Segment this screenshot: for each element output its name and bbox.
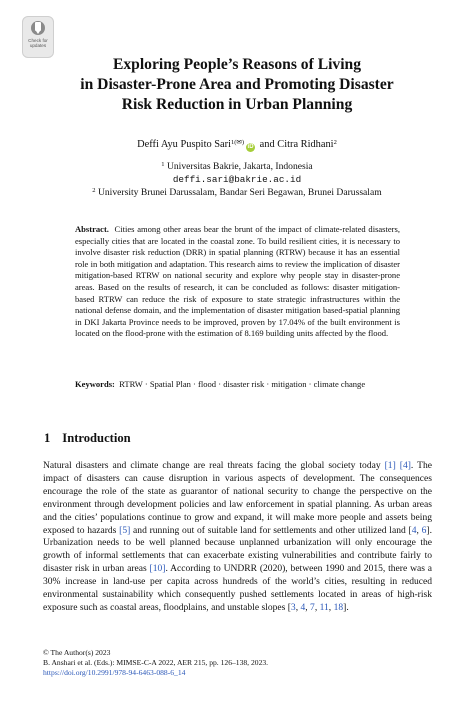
citation-info: B. Anshari et al. (Eds.): MIMSE-C-A 2022, AER 215, pp. 126–138, 2023. (43, 658, 269, 667)
title-line-1: Exploring People’s Reasons of Living (112, 56, 362, 73)
section-title: Introduction (62, 431, 131, 445)
citation-link[interactable]: 6 (421, 524, 427, 536)
citation-link[interactable]: 11 (319, 601, 329, 613)
keywords-text: RTRW · Spatial Plan · flood · disaster risk · mitigation · climate change (119, 379, 366, 389)
citation-link[interactable]: 18 (333, 601, 344, 613)
check-updates-icon (30, 20, 46, 36)
keywords-label: Keywords: (75, 379, 115, 389)
author-2-marker: 2 (333, 139, 337, 146)
intro-sentence-4: . Urbanization needs to be well planned because unplanned urbanization will only encourage the growth of informal settlements that can exacerbate existing vulnerabilities and contribute fairly to disaster risk in urban areas (43, 524, 432, 575)
citation-bracket: [ (287, 601, 291, 613)
author-list (40, 138, 434, 152)
citation-bracket: ] (426, 524, 430, 536)
copyright-notice: © The Author(s) 2023 (43, 648, 111, 657)
section-heading (44, 431, 131, 446)
citation-bracket: ] (343, 601, 347, 613)
citation-link[interactable]: [10] (149, 563, 166, 575)
citation-separator: , (295, 601, 301, 613)
citation-bracket: [ (408, 524, 412, 536)
introduction-paragraph (43, 460, 432, 615)
section-number: 1 (44, 431, 51, 445)
abstract-label: Abstract. (75, 224, 109, 234)
envelope-icon: ✉ (236, 139, 242, 146)
affiliation-1 (20, 161, 454, 173)
orcid-icon[interactable]: iD (247, 144, 254, 150)
badge-line-2: updates (29, 43, 47, 48)
intro-sentence-5: . According to UNDRR (2020), between 1990 and 2015, there was a 30% increase in land-use per capita across hundreds of the world’s cities, resulting in reduced environmental sustainability which consequently pushed settlements located in areas of high-risk exposure such as coastal areas, floodplains, and unstable slopes (43, 563, 433, 613)
intro-end: . (346, 601, 349, 613)
citation-link[interactable]: [4] (399, 460, 411, 471)
doi-link[interactable]: https://doi.org/10.2991/978-94-6463-088-6_14 (43, 668, 186, 677)
author-1-sup: 1( (231, 139, 237, 146)
citation-separator: , (328, 601, 334, 613)
keywords (75, 379, 400, 391)
citation-link[interactable]: 3 (290, 601, 296, 613)
intro-sentence-3: and running out of suitable land for settlements and other utilized land (130, 524, 409, 536)
paper-title (40, 55, 434, 115)
author-1-marker (231, 139, 244, 146)
citation-link[interactable]: 4 (411, 524, 417, 536)
page-footer (43, 648, 268, 678)
affiliation-2-text: University Brunei Darussalam, Bandar Seri Begawan, Brunei Darussalam (97, 187, 382, 198)
citation-link[interactable]: 7 (310, 601, 315, 613)
title-line-3: Risk Reduction in Urban Planning (121, 96, 353, 113)
author-connector: and (259, 139, 275, 150)
author-1-name: Deffi Ayu Puspito Sari (137, 139, 231, 150)
check-for-updates-badge[interactable] (22, 16, 54, 58)
check-updates-label (28, 38, 48, 48)
affiliation-1-number: 1 (161, 161, 165, 168)
affiliation-1-text: Universitas Bakrie, Jakarta, Indonesia (166, 161, 313, 172)
badge-line-1: Check for (28, 38, 48, 43)
affiliation-2 (20, 187, 454, 199)
author-email[interactable]: deffi.sari@bakrie.ac.id (172, 174, 302, 185)
citation-link[interactable]: [1] (384, 460, 396, 471)
affiliation-2-number: 2 (92, 187, 96, 194)
citation-separator: , (305, 601, 311, 613)
citation-separator: , (416, 524, 422, 536)
author-1-sup-end: ) (241, 139, 245, 146)
citation-link[interactable]: 4 (300, 601, 306, 613)
citation-separator: , (314, 601, 320, 613)
intro-sentence-1: Natural disasters and climate change are real threats facing the global society today (43, 460, 385, 471)
intro-sentence-2: . The impact of disasters can cause disruption in various aspects of development. The consequences encourage the role of the state as guarantor of national security to change the perspective on the environment through development policies and law enforcement in spatial planning. As urban areas and the cities’ populations continue to grow and expand, it will make more people and assets being exposed to hazards (43, 460, 432, 536)
citation-link[interactable]: [5] (119, 524, 131, 536)
abstract (75, 224, 400, 340)
author-2-name: Citra Ridhani (277, 139, 334, 150)
abstract-text: Cities among other areas bear the brunt of the impact of climate-related disasters, especially cities that are located in the coastal zone. To build resilient cities, it is necessary to involve disaster risk reduction (DRR) in spatial planning (RTRW) because it has an essential role in both mitigation and adaptation. This research aims to review the implication of disaster mitigation-based RTRW on national security and explore why people stay in disaster-prone areas. Based on the results of research, it can be concluded as follows: disaster mitigation-based RTRW can reduce the risk of exposure to state strategic infrastructures within the national defense domain, and the implementation of disaster mitigation based-spatial planning in DKI Jakarta Province needs to be improved, proven by 17.04% of the built environment is located on the flood-prone with the estimation of 8.169 building units affected by the flood. (75, 224, 400, 339)
title-line-2: in Disaster-Prone Area and Promoting Disaster (80, 76, 394, 93)
